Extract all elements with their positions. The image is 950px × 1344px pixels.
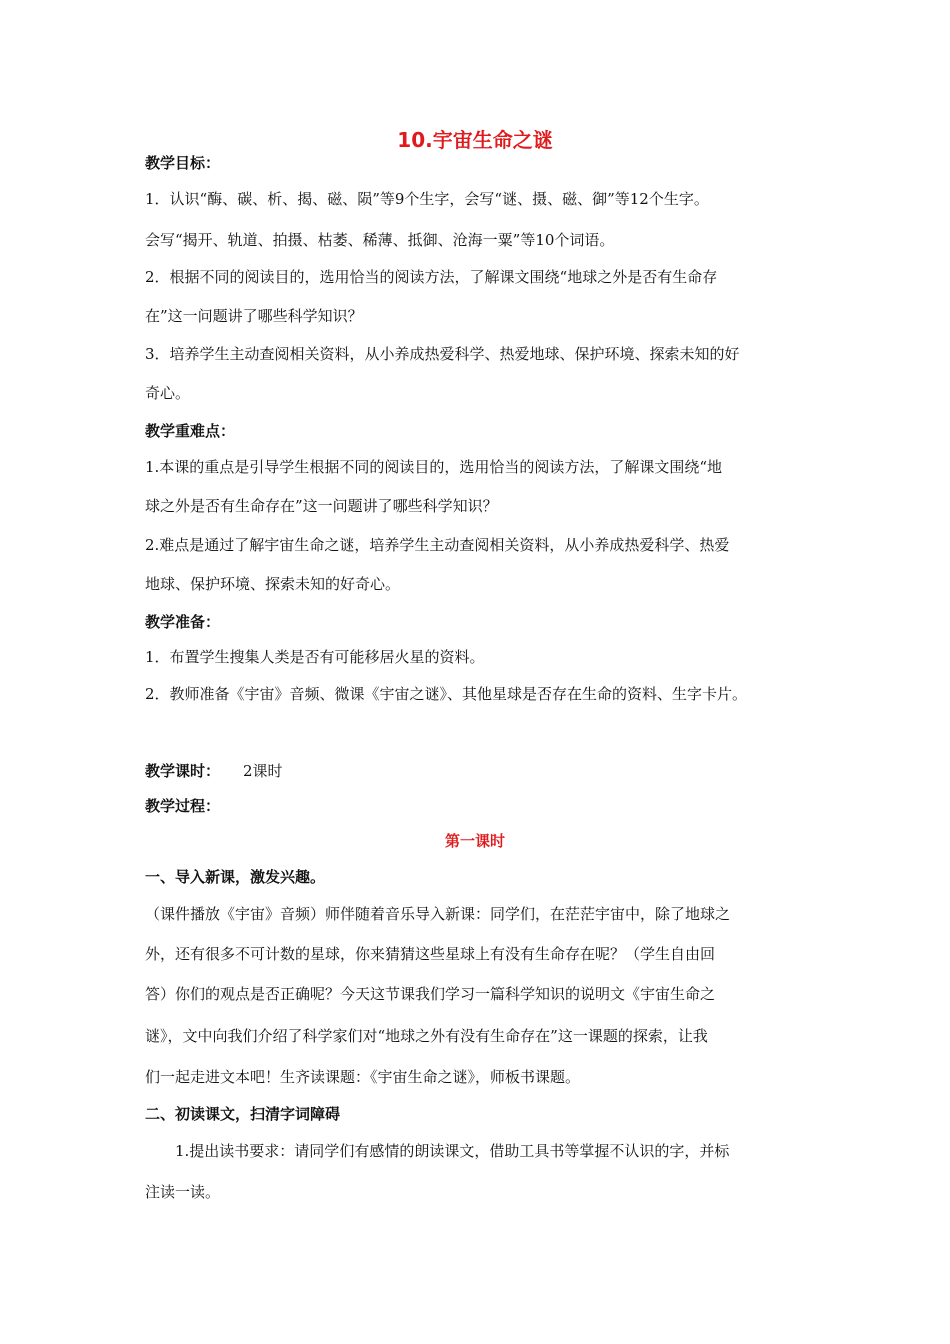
teaching-hours xyxy=(145,760,445,780)
goals-line: 1．认识“酶、碳、析、揭、磁、陨”等9个生字，会写“谜、摄、磁、御”等12个生字。 xyxy=(145,190,709,208)
section-line: （课件播放《宇宙》音频）师伴随着音乐导入新课：同学们，在茫茫宇宙中，除了地球之 xyxy=(145,905,731,923)
teaching-hours-value: 2课时 xyxy=(243,762,283,780)
section-line: 们一起走进文本吧！生齐读课题：《宇宙生命之谜》，师板书课题。 xyxy=(145,1068,581,1086)
section-heading: 二、初读课文，扫清字词障碍 xyxy=(145,1105,341,1123)
lesson-one-subtitle: 第一课时 xyxy=(444,832,505,850)
goals-line: 在”这一问题讲了哪些科学知识？ xyxy=(145,307,363,325)
goals-heading: 教学目标： xyxy=(145,154,221,172)
section-line: 答）你们的观点是否正确呢？今天这节课我们学习一篇科学知识的说明文《宇宙生命之 xyxy=(145,985,716,1003)
key-points-heading: 教学重难点： xyxy=(145,422,236,440)
goals-line: 会写“揭开、轨道、拍摄、枯萎、稀薄、抵御、沧海一粟”等10个词语。 xyxy=(145,231,615,249)
teaching-hours-label: 教学课时： xyxy=(145,762,221,780)
section-line: 注读一读。 xyxy=(145,1183,221,1201)
section-heading: 一、导入新课，激发兴趣。 xyxy=(145,868,326,886)
section-line: 外，还有很多不可计数的星球，你来猜猜这些星球上有没有生命存在呢？（学生自由回 xyxy=(145,945,716,963)
preparation-heading: 教学准备： xyxy=(145,613,221,631)
section-line: 1.提出读书要求：请同学们有感情的朗读课文，借助工具书等掌握不认识的字，并标 xyxy=(175,1142,730,1160)
key-points-line: 球之外是否有生命存在”这一问题讲了哪些科学知识？ xyxy=(145,497,498,515)
document-title: 10.宇宙生命之谜 xyxy=(397,128,553,152)
key-points-line: 1.本课的重点是引导学生根据不同的阅读目的，选用恰当的阅读方法，了解课文围绕“地 xyxy=(145,458,722,476)
preparation-line: 2．教师准备《宇宙》音频、微课《宇宙之谜》、其他星球是否存在生命的资料、生字卡片。 xyxy=(145,685,748,703)
goals-line: 2．根据不同的阅读目的，选用恰当的阅读方法，了解课文围绕“地球之外是否有生命存 xyxy=(145,268,718,286)
goals-line: 奇心。 xyxy=(145,384,191,402)
key-points-line: 2.难点是通过了解宇宙生命之谜，培养学生主动查阅相关资料，从小养成热爱科学、热爱 xyxy=(145,536,730,554)
preparation-line: 1．布置学生搜集人类是否有可能移居火星的资料。 xyxy=(145,648,485,666)
section-line: 谜》，文中向我们介绍了科学家们对“地球之外有没有生命存在”这一课题的探索，让我 xyxy=(145,1027,708,1045)
process-heading: 教学过程： xyxy=(145,797,221,815)
goals-line: 3．培养学生主动查阅相关资料，从小养成热爱科学、热爱地球、保护环境、探索未知的好 xyxy=(145,345,740,363)
key-points-line: 地球、保护环境、探索未知的好奇心。 xyxy=(145,575,401,593)
